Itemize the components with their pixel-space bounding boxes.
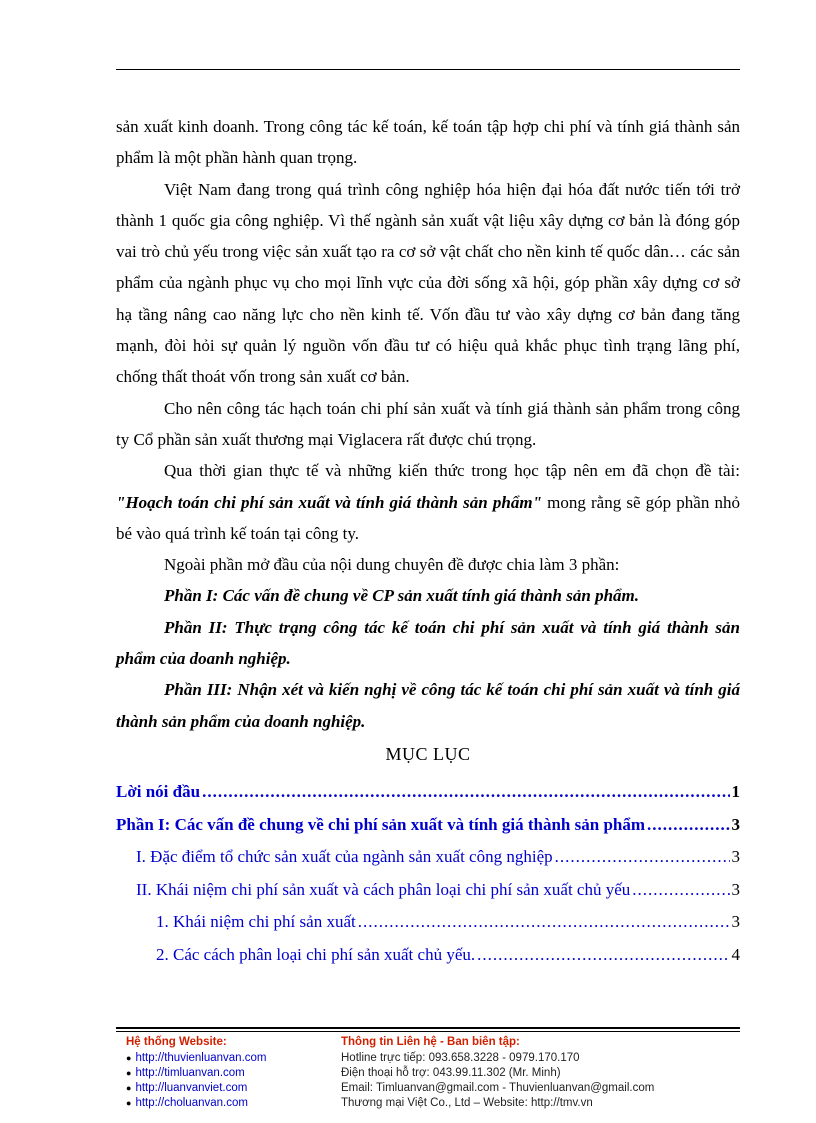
bullet-icon: ● — [126, 1053, 132, 1063]
toc-entry-label: II. Khái niệm chi phí sản xuất và cách phân loại chi phí sản xuất chủ yếu — [136, 879, 631, 899]
paragraph-4-start: Qua thời gian thực tế và những kiến thức trong học tập nên em đã chọn đề tài: — [164, 461, 740, 481]
toc-entry-label: 1. Khái niệm chi phí sản xuất — [156, 912, 356, 932]
toc-page-number: 4 — [731, 944, 740, 964]
contact-company: Thương mại Việt Co., Ltd – Website: http://tmv.vn — [341, 1097, 593, 1109]
toc-entry-part-1[interactable] — [116, 809, 740, 842]
paragraph-4-end: mong rằng sẽ góp phần nhỏ bé vào quá trình kế toán tại công ty. — [116, 492, 740, 543]
bullet-icon: ● — [126, 1068, 132, 1078]
contact-email: Email: Timluanvan@gmail.com - Thuvienluanvan@gmail.com — [341, 1082, 655, 1094]
website-link[interactable]: ● http://timluanvan.com — [126, 1067, 245, 1079]
thesis-topic: "Hoạch toán chi phí sản xuất và tính giá thành sản phẩm" — [116, 492, 542, 512]
toc-page-number: 3 — [731, 912, 740, 932]
toc-title: MỤC LỤC — [385, 743, 471, 764]
toc-entry-section-2[interactable] — [116, 874, 740, 907]
toc-leader — [202, 776, 729, 809]
footer-rule-bottom — [116, 1031, 740, 1032]
header-rule — [116, 69, 740, 70]
toc-entry-label: Phần I: Các vấn đề chung về chi phí sản xuất và tính giá thành sản phẩm — [116, 814, 646, 834]
toc-page-number: 3 — [731, 847, 740, 867]
footer-contact — [341, 1036, 654, 1111]
paragraph-5: Ngoài phần mở đầu của nội dung chuyên đề được chia làm 3 phần: — [164, 555, 620, 575]
website-link[interactable]: ● http://luanvanviet.com — [126, 1082, 248, 1094]
toc-entry-intro[interactable] — [116, 776, 740, 809]
contact-hotline: Hotline trực tiếp: 093.658.3228 - 0979.170.170 — [341, 1052, 580, 1064]
toc-page-number: 3 — [731, 879, 740, 899]
toc-entry-subsection-2[interactable] — [116, 939, 740, 972]
part-1-heading: Phần I: Các vấn đề chung về CP sản xuất tính giá thành sản phẩm. — [164, 586, 640, 606]
toc-entry-subsection-1[interactable] — [116, 906, 740, 939]
website-link[interactable]: ● http://thuvienluanvan.com — [126, 1052, 267, 1064]
part-3-heading: Phần III: Nhận xét và kiến nghị về công tác kế toán chi phí sản xuất và tính giá thành sản phẩm của doanh nghiệp. — [116, 680, 740, 731]
footer-websites — [126, 1036, 267, 1111]
contact-heading: Thông tin Liên hệ - Ban biên tập: — [341, 1036, 520, 1048]
websites-heading: Hệ thống Website: — [126, 1036, 227, 1048]
paragraph-2: Việt Nam đang trong quá trình công nghiệp hóa hiện đại hóa đất nước tiến tới trở thành 1 quốc gia công nghiệp. Vì thế ngành sản xuất vật liệu xây dựng cơ bản là đóng góp vai trò chủ yếu trong việc sản xuất tạo ra cơ sở vật chất cho nền kinh tế quốc dân… các sản phẩm của ngành phục vụ cho mọi lĩnh vực của đời sống xã hội, góp phần xây dựng cơ sở hạ tầng nâng cao năng lực cho nền kinh tế. Vốn đầu tư vào xây dựng cơ bản đang tăng mạnh, đòi hỏi sự quản lý nguồn vốn đầu tư có hiệu quả khắc phục tình trạng lãng phí, chống thất thoát vốn trong sản xuất cơ bản. — [116, 179, 740, 387]
toc-page-number: 3 — [731, 814, 740, 834]
toc-leader — [632, 874, 729, 907]
toc-leader — [647, 809, 729, 842]
toc-entry-section-1[interactable] — [116, 841, 740, 874]
footer-rule-top — [116, 1027, 740, 1029]
bullet-icon: ● — [126, 1098, 132, 1108]
toc-entry-label: I. Đặc điểm tổ chức sản xuất của ngành sản xuất công nghiệp — [136, 847, 553, 867]
bullet-icon: ● — [126, 1083, 132, 1093]
toc-entry-label: 2. Các cách phân loại chi phí sản xuất chủ yếu. — [156, 944, 476, 964]
toc-leader — [477, 939, 729, 972]
document-body — [116, 111, 740, 971]
toc-entry-label: Lời nói đầu — [116, 782, 201, 802]
toc-page-number: 1 — [731, 782, 740, 802]
paragraph-4 — [116, 455, 740, 549]
toc-leader — [555, 841, 730, 874]
paragraph-3: Cho nên công tác hạch toán chi phí sản xuất và tính giá thành sản phẩm trong công ty Cổ phần sản xuất thương mại Viglacera rất được chú trọng. — [116, 398, 740, 449]
toc-leader — [358, 906, 730, 939]
website-link[interactable]: ● http://choluanvan.com — [126, 1097, 248, 1109]
paragraph-1: sản xuất kinh doanh. Trong công tác kế toán, kế toán tập hợp chi phí và tính giá thành sản phẩm là một phần hành quan trọng. — [116, 117, 740, 168]
part-2-heading: Phần II: Thực trạng công tác kế toán chi phí sản xuất và tính giá thành sản phẩm của doanh nghiệp. — [116, 617, 740, 669]
contact-phone: Điện thoại hỗ trợ: 043.99.11.302 (Mr. Minh) — [341, 1067, 561, 1079]
